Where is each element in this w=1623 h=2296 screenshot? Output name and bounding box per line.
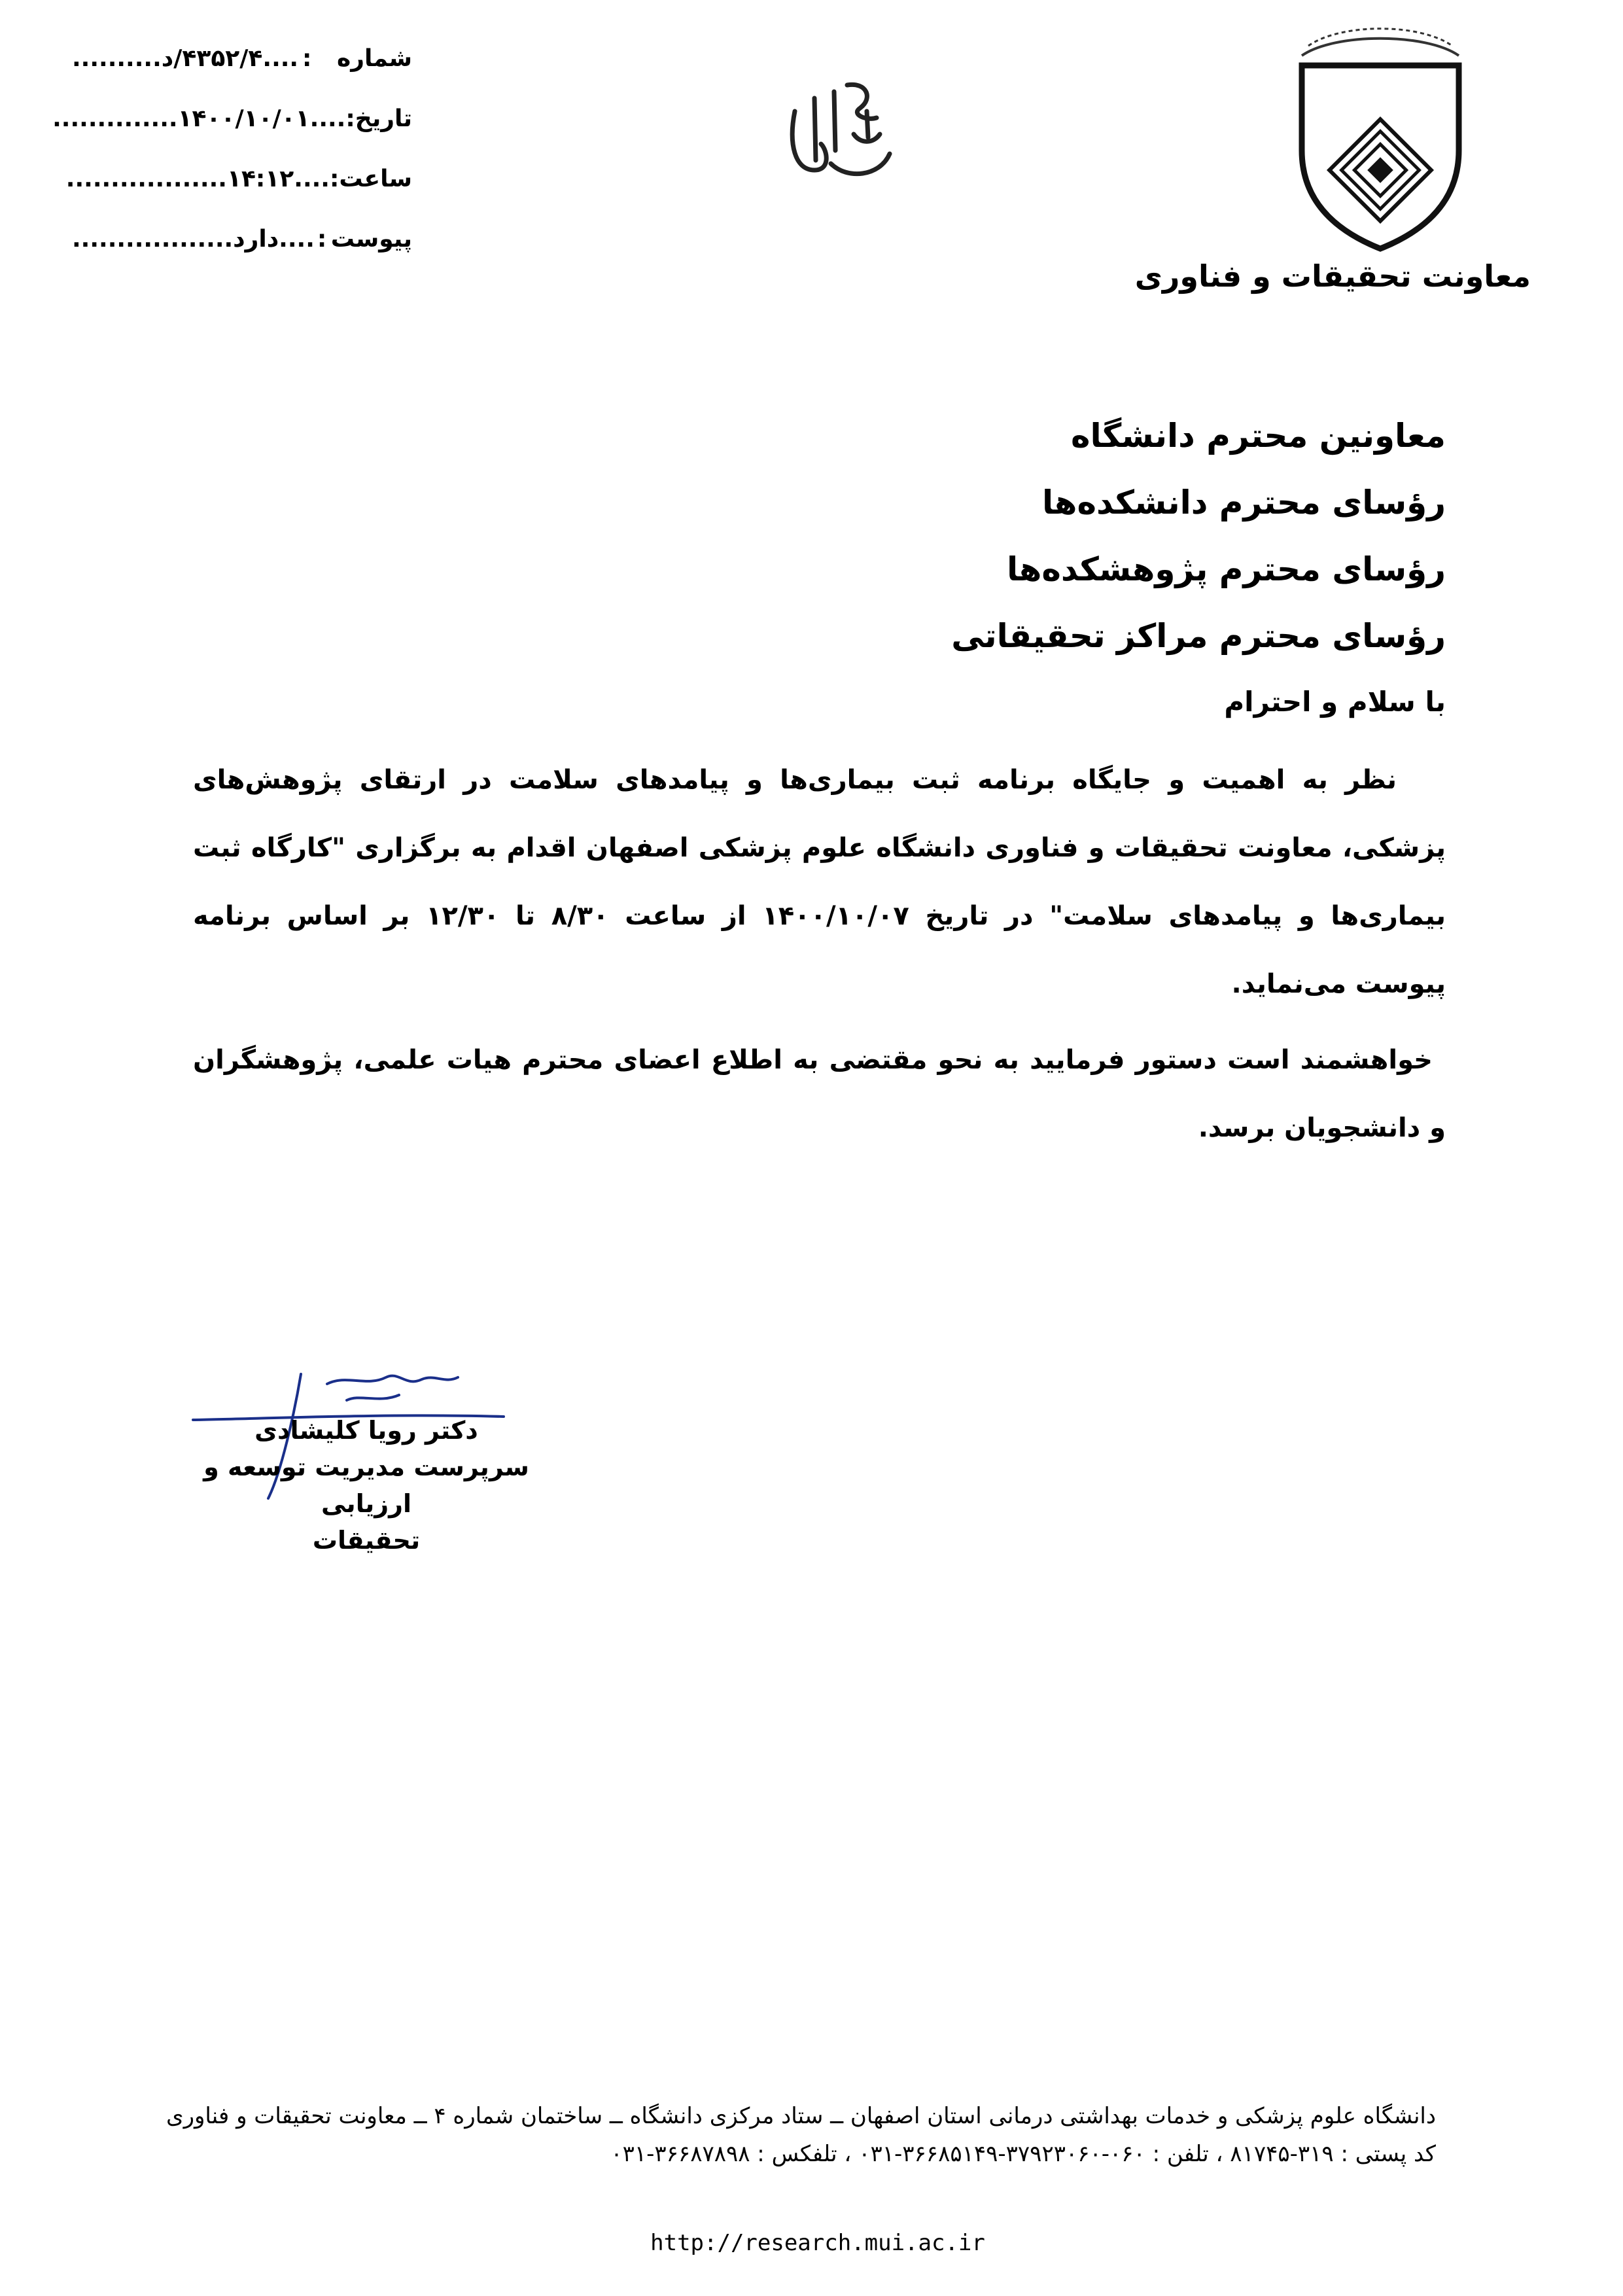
colon: : [302, 45, 312, 72]
meta-attachment-row [72, 221, 412, 281]
colon: : [345, 105, 355, 132]
date-value: ....۱۴۰۰/۱۰/۰۱.............. [52, 105, 346, 132]
university-emblem-logo [1282, 20, 1478, 255]
recipient-line: رؤسای محترم مراکز تحقیقاتی [951, 617, 1446, 655]
letter-body [193, 746, 1446, 1162]
recipient-line: معاونین محترم دانشگاه [1071, 417, 1446, 455]
letter-meta [52, 41, 412, 281]
signatory-title: سرپرست مدیریت توسعه و ارزیابی [203, 1453, 529, 1518]
body-paragraph: نظر به اهمیت و جایگاه برنامه ثبت بیماری‌ها و پیامدهای سلامت در ارتقای پژوهش‌های پزشکی، معاونت تحقیقات و فناوری دانشگاه علوم پزشکی اصفهان اقدام به برگزاری "کارگاه ثبت بیماری‌ها و پیامدهای سلامت" در تاریخ ۱۴۰۰/۱۰/۰۷ از ساعت ۸/۳۰ تا ۱۲/۳۰ بر اساس برنامه پیوست می‌نماید. [193, 765, 1446, 999]
colon: : [317, 226, 327, 253]
meta-date-row [52, 101, 412, 161]
department-title: معاونت تحقیقات و فناوری [1134, 258, 1531, 294]
footer-address [131, 2097, 1436, 2173]
body-paragraph: خواهشمند است دستور فرمایید به نحو مقتضی به اطلاع اعضای محترم هیات علمی، پژوهشگران و دانشجویان برسد. [193, 1045, 1446, 1143]
greeting: با سلام و احترام [1224, 686, 1446, 718]
signature-block [183, 1412, 550, 1559]
signatory-name: دکتر رویا کلیشادی [254, 1416, 478, 1445]
time-label: ساعت [339, 166, 412, 192]
meta-number-row [72, 41, 412, 101]
footer-url: http://research.mui.ac.ir [650, 2230, 985, 2256]
footer-address-line: دانشگاه علوم پزشکی و خدمات بهداشتی درمانی استان اصفهان ــ ستاد مرکزی دانشگاه ــ ساختمان شماره ۴ ــ معاونت تحقیقات و فناوری [166, 2103, 1436, 2129]
time-value: ....۱۴:۱۲.................. [65, 166, 330, 192]
recipients-block [654, 402, 1446, 735]
attachment-value: ....دارد.................. [72, 226, 315, 253]
footer-contact-line: کد پستی : ۳۱۹-۸۱۷۴۵ ، تلفن : ۰۶۰-۳۷۹۲۳۰۶۰-۳۶۶۸۵۱۴۹-۰۳۱ ، تلفکس : ۳۶۶۸۷۸۹۸-۰۳۱ [610, 2141, 1436, 2167]
meta-time-row [65, 161, 412, 221]
basmala-calligraphy [769, 72, 906, 196]
attachment-label: پیوست [330, 226, 412, 253]
recipient-line: رؤسای محترم پژوهشکده‌ها [1006, 550, 1446, 588]
signatory-title-cont: تحقیقات [312, 1526, 421, 1555]
recipient-line: رؤسای محترم دانشکده‌ها [1042, 484, 1446, 521]
number-value: ....۴۳۵۲/۴/د.......... [72, 45, 299, 72]
date-label: تاریخ [355, 105, 412, 132]
number-label: شماره [336, 45, 412, 72]
colon: : [329, 166, 340, 192]
